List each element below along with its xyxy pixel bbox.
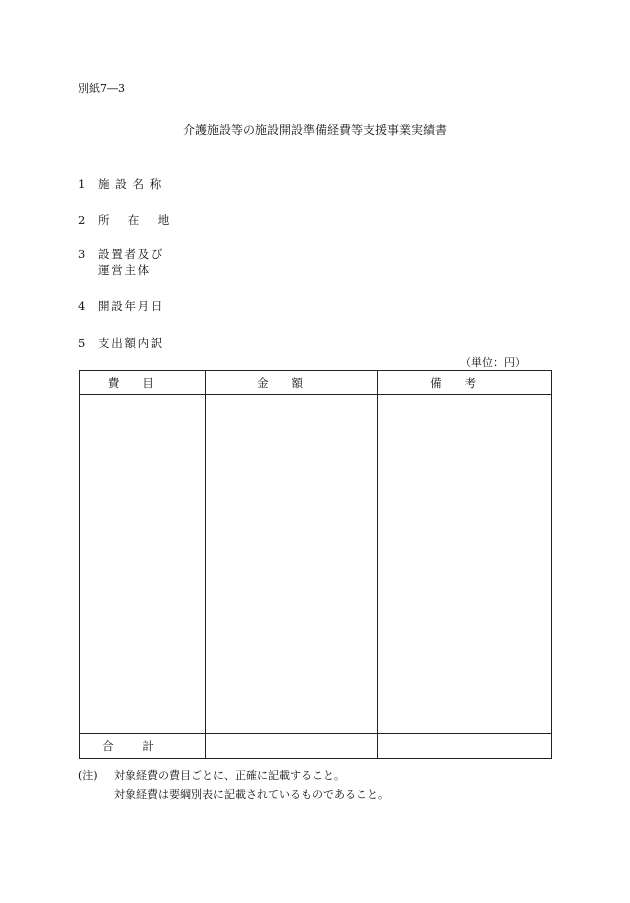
item-number: 2 (78, 213, 86, 227)
note-line-1 (78, 767, 345, 783)
item-number: 1 (78, 177, 86, 191)
amount-cell (205, 395, 378, 734)
item-expense-breakdown (78, 335, 164, 351)
item-label: 所在地 (98, 213, 188, 227)
table-row (80, 395, 552, 734)
expense-table (79, 370, 552, 759)
item-operator (78, 246, 164, 278)
item-location (78, 212, 188, 228)
item-label: 支出額内訳 (98, 336, 165, 350)
total-label: 合計 (80, 734, 206, 759)
total-remarks-cell (378, 734, 552, 759)
note-tag: (注) (78, 769, 98, 782)
header-amount: 金額 (205, 371, 378, 395)
item-label: 施設名称 (98, 177, 167, 191)
item-number: 4 (78, 299, 86, 313)
remarks-cell (378, 395, 552, 734)
total-row (80, 734, 552, 759)
item-sublabel: 運営主体 (98, 263, 151, 277)
document-reference: 別紙7―3 (78, 82, 125, 95)
unit-label: （単位：円） (460, 356, 526, 369)
item-number: 5 (78, 336, 86, 350)
expense-item-cell (80, 395, 206, 734)
note-text: 対象経費の費目ごとに、正確に記載すること。 (114, 769, 345, 782)
document-title: 介護施設等の施設開設準備経費等支援事業実績書 (182, 123, 447, 137)
total-amount-cell (205, 734, 378, 759)
item-opening-date (78, 298, 164, 314)
item-number: 3 (78, 247, 86, 261)
header-expense-item: 費目 (80, 371, 206, 395)
item-label: 設置者及び (98, 247, 165, 261)
table-header-row (80, 371, 552, 395)
header-remarks: 備考 (378, 371, 552, 395)
item-facility-name (78, 176, 167, 192)
note-line-2: 対象経費は要綱別表に記載されているものであること。 (114, 788, 389, 801)
item-label: 開設年月日 (98, 299, 165, 313)
